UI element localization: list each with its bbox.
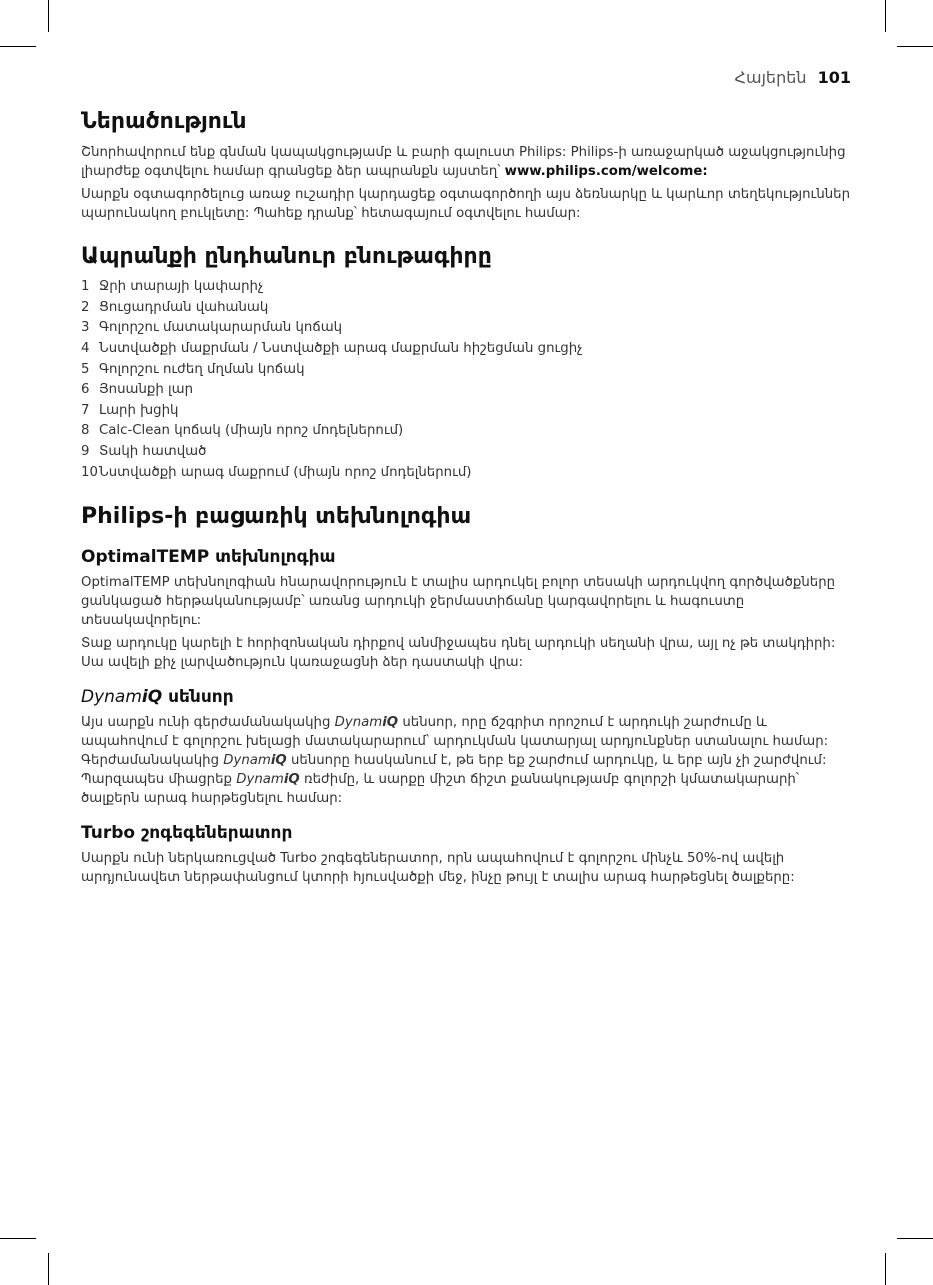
- page-number: 101: [817, 68, 851, 87]
- crop-mark: [885, 0, 886, 32]
- optimaltemp-title: OptimalTEMP տեխնոլոգիա: [81, 546, 336, 567]
- overview-section: [81, 243, 851, 484]
- list-item: 9 Տակի հատված: [81, 443, 207, 459]
- list-item: 2 Ցուցադրման վահանակ: [81, 299, 269, 315]
- language-label: Հայերեն: [734, 68, 807, 87]
- overview-list: [81, 277, 851, 483]
- page-header: [735, 68, 851, 87]
- dynamiq-paragraph: Այս սարքն ունի գերժամանակակից DynamiQ սենսոր, որը ճշգրիտ որոշում է արդուկի շարժումը և ապահովում է գոլորշու խելացի մատակարարում՝ արդուկման կատարյալ արդյունքներ ստանալու համար: Գերժամանակակից DynamiQ սենսորը հասկանում է, թե երբ եք շարժում արդուկը, և երբ այն չի շարժվում: Պարզապես միացրեք DynamiQ ռեժիմը, և սարքը միշտ ճիշտ քանակությամբ գոլորշի կմատակարարի՝ ծալքերն արագ հարթեցնելու համար:: [81, 714, 829, 806]
- dynamiq-brand: DynamiQ: [81, 686, 163, 707]
- intro-paragraph-2: Սարքն օգտագործելուց առաջ ուշադիր կարդացեք օգտագործողի այս ձեռնարկը և կարևոր տեղեկություններ պարունակող բուկլետը: Պահեք դրանք՝ հետագայում օգտվելու համար:: [81, 186, 851, 221]
- overview-title: Ապրանքի ընդհանուր բնութագիրը: [81, 243, 492, 269]
- intro-section: [81, 108, 851, 223]
- list-item: 5 Գոլորշու ուժեղ մղման կոճակ: [81, 361, 305, 377]
- list-item: 8 Calc-Clean կոճակ (միայն որոշ մոդելներում): [81, 423, 404, 439]
- dynamiq-title: DynamiQ սենսոր: [81, 686, 234, 707]
- technology-title: Philips-ի բացառիկ տեխնոլոգիա: [81, 504, 472, 530]
- list-item: 7 Լարի խցիկ: [81, 402, 179, 418]
- crop-mark: [0, 46, 36, 47]
- turbo-title: Turbo շոգեգեներատոր: [81, 822, 293, 843]
- crop-mark: [0, 1238, 36, 1239]
- page-content: [81, 108, 851, 891]
- optimaltemp-paragraph-1: OptimalTEMP տեխնոլոգիան հնարավորություն է տալիս արդուկել բոլոր տեսակի արդուկվող գործվածքները ցանկացած հերթականությամբ՝ առանց արդուկի ջերմաստիճանը կարգավորելու և հագուստը տեսակավորելու:: [81, 574, 836, 628]
- intro-text: Շնորհավորում ենք գնման կապակցությամբ և բարի գալուստ Philips: Philips-ի առաջարկած աջակցությունից լիարժեք օգտվելու համար գրանցեք ձեր ապրանքն այստեղ՝: [81, 144, 846, 179]
- crop-mark: [897, 1238, 933, 1239]
- crop-mark: [48, 0, 49, 32]
- welcome-link[interactable]: www.philips.com/welcome:: [504, 163, 708, 179]
- turbo-paragraph: Սարքն ունի ներկառուցված Turbo շոգեգեներատոր, որն ապահովում է գոլորշու մինչև 50%-ով ավելի արդյունավետ ներթափանցում կտորի հյուսվածքի մեջ, ինչը թույլ է տալիս արագ հարթեցնել ծալքերը:: [81, 851, 795, 885]
- technology-section: [81, 503, 851, 887]
- intro-paragraph: [81, 143, 851, 181]
- list-item: 1 Ջրի տարայի կափարիչ: [81, 279, 264, 295]
- optimaltemp-paragraph-2: Տաք արդուկը կարելի է հորիզոնական դիրքով անմիջապես դնել արդուկի սեղանի վրա, այլ ոչ թե տակդիրի: Սա ավելի քիչ լարվածություն կառաջացնի ձեր դաստակի վրա:: [81, 635, 836, 670]
- list-item: 10Նստվածքի արագ մաքրում (միայն որոշ մոդելներում): [81, 464, 472, 480]
- list-item: 6 Յոսանքի լար: [81, 382, 194, 398]
- list-item: 3 Գոլորշու մատակարարման կոճակ: [81, 320, 343, 336]
- crop-mark: [48, 1253, 49, 1285]
- list-item: 4 Նստվածքի մաքրման / Նստվածքի արագ մաքրման հիշեցման ցուցիչ: [81, 340, 583, 356]
- crop-mark: [885, 1253, 886, 1285]
- crop-mark: [897, 46, 933, 47]
- intro-title: Ներածություն: [81, 109, 247, 134]
